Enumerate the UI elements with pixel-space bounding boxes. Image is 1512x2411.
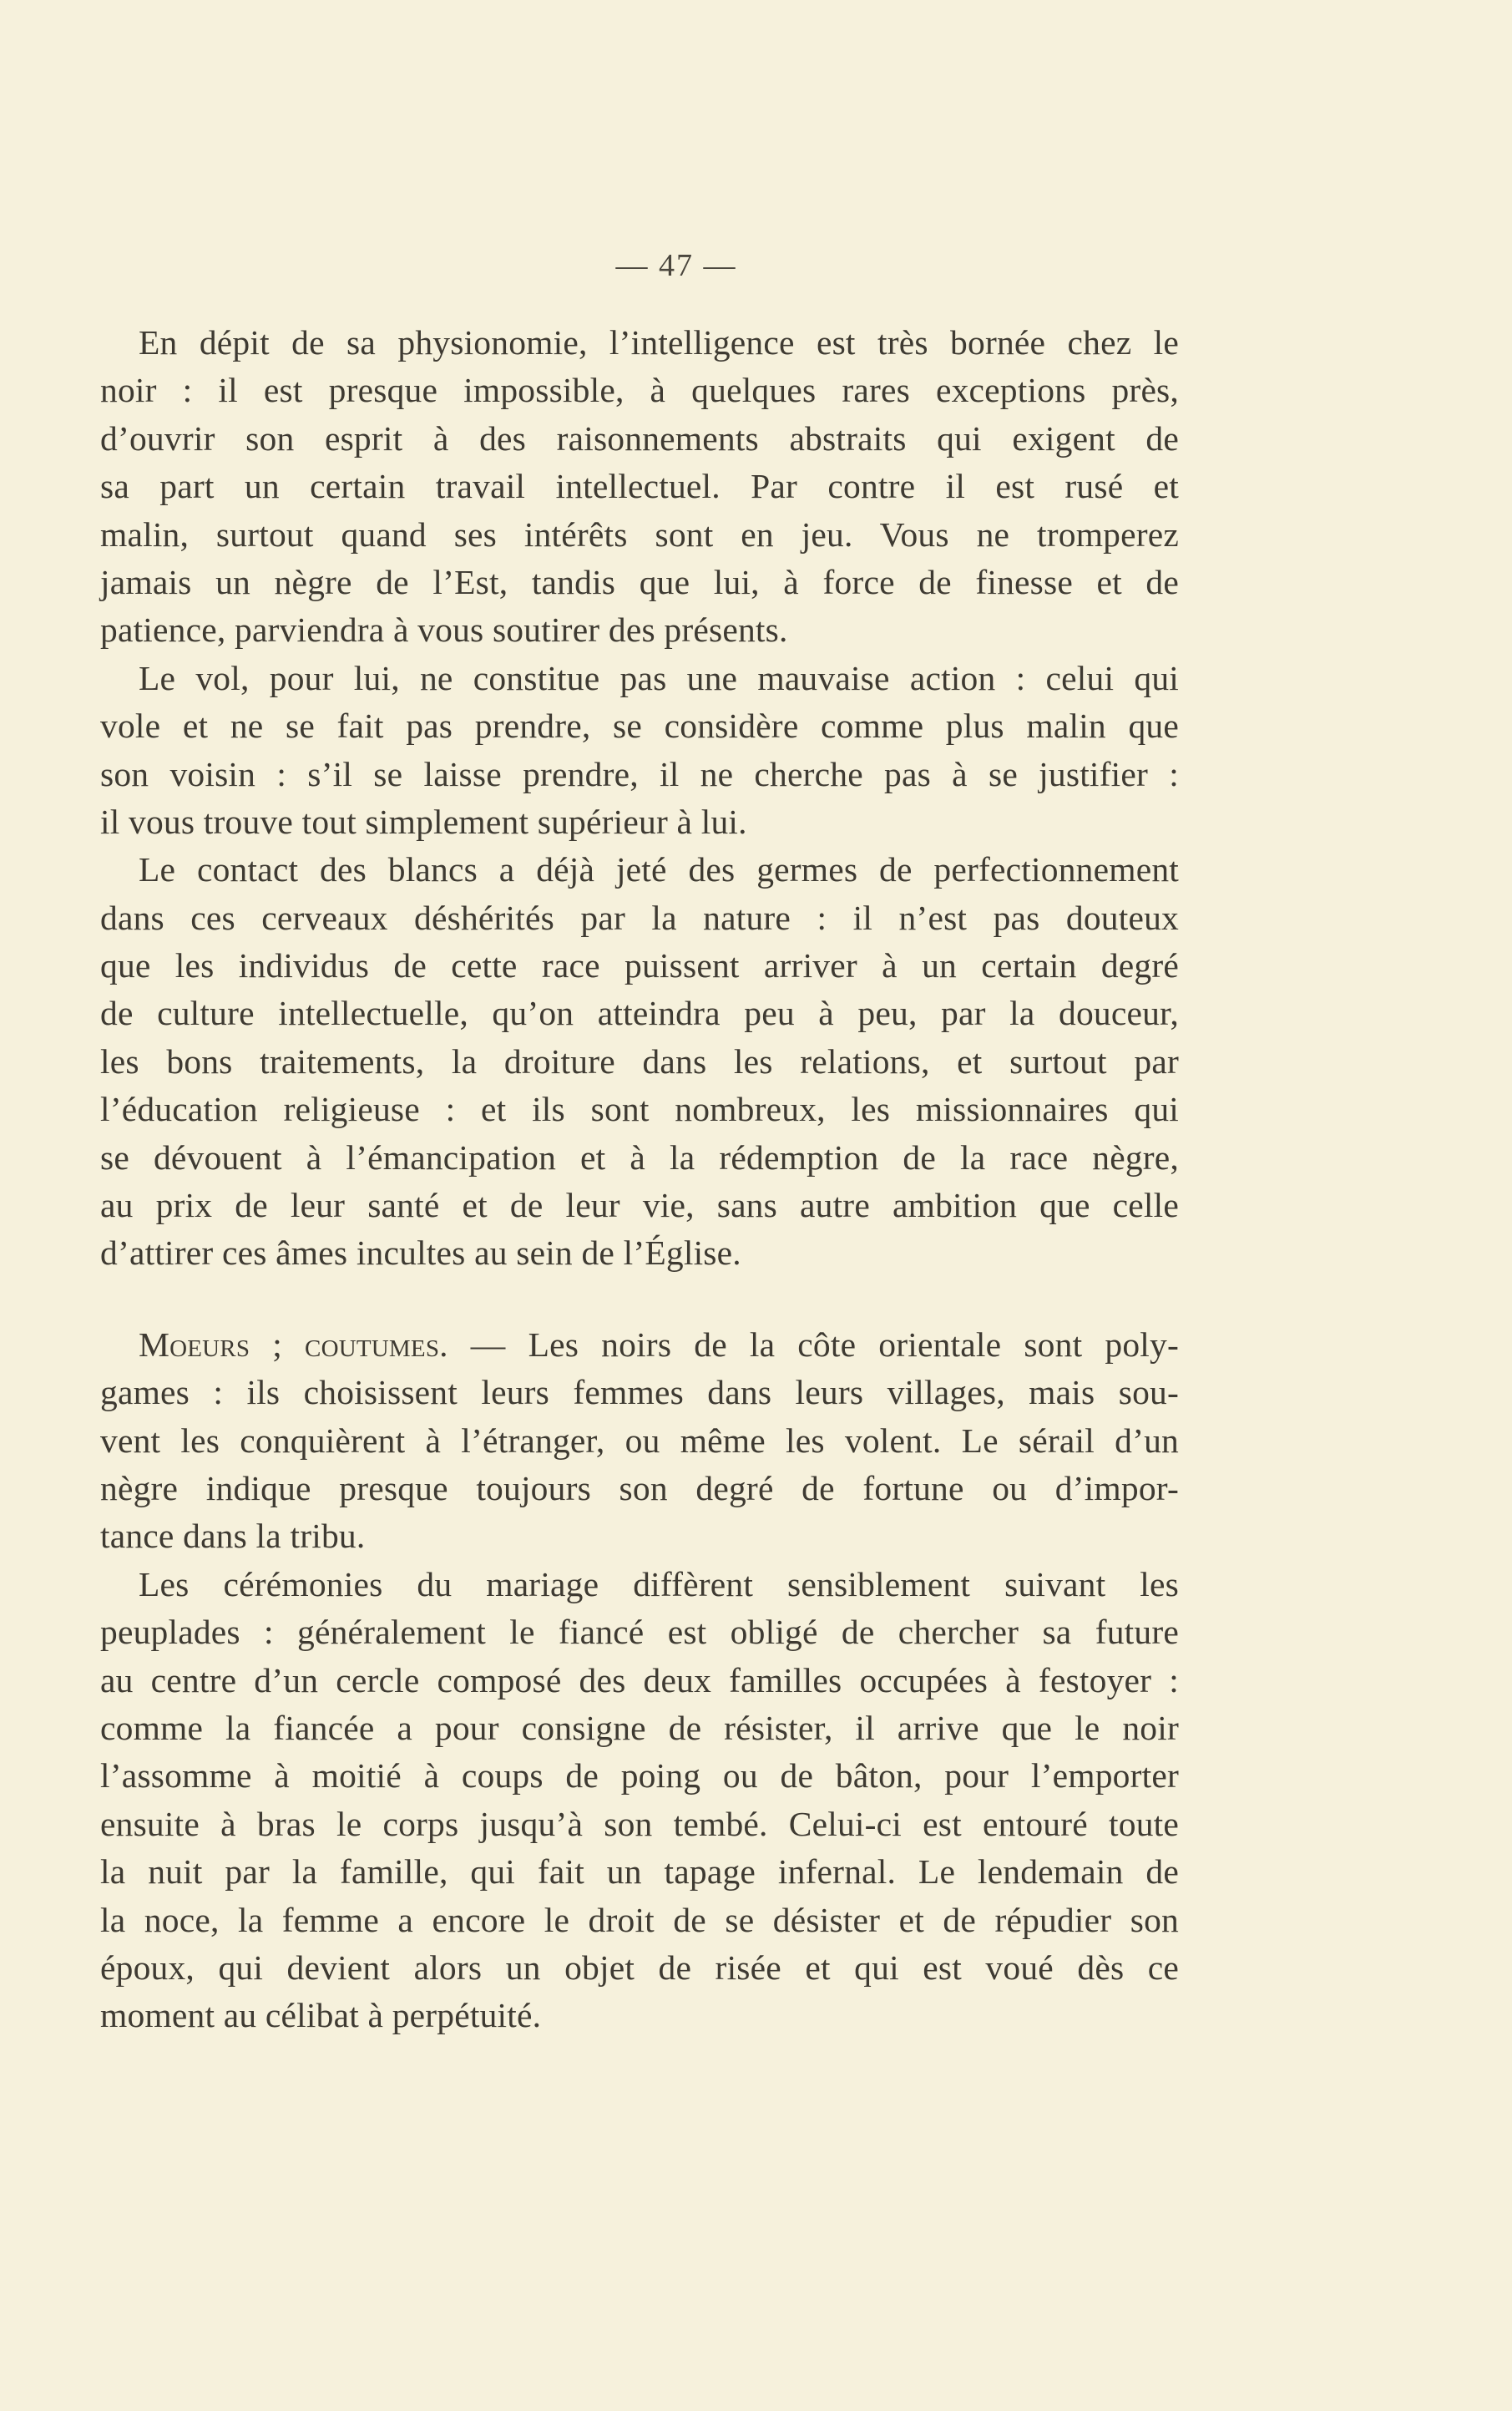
text-line: sa part un certain travail intellectuel. Par contre il est rusé et <box>100 467 1179 506</box>
text-line: jamais un nègre de l’Est, tandis que lui, à force de finesse et de <box>100 562 1179 601</box>
text-line: tance dans la tribu. <box>100 1517 366 1556</box>
text-line: son voisin : s’il se laisse prendre, il ne cherche pas à se justifier : <box>100 754 1179 793</box>
text-line: les bons traitements, la droiture dans les relations, et surtout par <box>100 1041 1179 1081</box>
section-first-line <box>100 1321 1179 1369</box>
text-line: se dévouent à l’émancipation et à la rédemption de la race nègre, <box>100 1137 1179 1177</box>
text-line: il vous trouve tout simplement supérieur à lui. <box>100 802 747 841</box>
text-line: games : ils choisissent leurs femmes dans leurs villages, mais sou- <box>100 1373 1179 1412</box>
text-line: l’éducation religieuse : et ils sont nombreux, les missionnaires qui <box>100 1090 1179 1129</box>
text-line: que les individus de cette race puissent arriver à un certain degré <box>100 946 1179 985</box>
text-line: la noce, la femme a encore le droit de se désister et de répudier son <box>100 1900 1179 1939</box>
text-line: l’assomme à moitié à coups de poing ou de bâton, pour l’emporter <box>100 1756 1179 1796</box>
text-line: malin, surtout quand ses intérêts sont en jeu. Vous ne tromperez <box>100 514 1179 554</box>
text-line: peuplades : généralement le fiancé est obligé de chercher sa future <box>100 1613 1179 1652</box>
paragraph-theft <box>100 655 1179 847</box>
body-text <box>100 319 1179 2040</box>
section-moeurs <box>100 1321 1179 1561</box>
section-first-line-text: Les noirs de la côte orientale sont poly- <box>528 1325 1179 1364</box>
section-heading: Moeurs ; coutumes. <box>139 1325 448 1364</box>
section-gap <box>100 1278 1179 1321</box>
text-line: ensuite à bras le corps jusqu’à son tembé. Celui-ci est entouré toute <box>100 1804 1179 1843</box>
text-line: Les cérémonies du mariage diffèrent sensiblement suivant les <box>139 1564 1179 1603</box>
text-line: époux, qui devient alors un objet de risée et qui est voué dès ce <box>100 1948 1179 1987</box>
text-line: Le contact des blancs a déjà jeté des germes de perfectionnement <box>139 850 1179 889</box>
text-line: d’attirer ces âmes incultes au sein de l’Église. <box>100 1233 741 1273</box>
text-line: de culture intellectuelle, qu’on atteindra peu à peu, par la douceur, <box>100 994 1179 1033</box>
text-line: vole et ne se fait pas prendre, se considère comme plus malin que <box>100 707 1179 746</box>
text-line: au centre d’un cercle composé des deux familles occupées à festoyer : <box>100 1660 1179 1699</box>
heading-dash: — <box>448 1325 528 1364</box>
paragraph-intelligence <box>100 319 1179 655</box>
text-line: au prix de leur santé et de leur vie, sans autre ambition que celle <box>100 1186 1179 1225</box>
text-line: Le vol, pour lui, ne constitue pas une mauvaise action : celui qui <box>139 658 1179 697</box>
text-line: nègre indique presque toujours son degré de fortune ou d’impor- <box>100 1468 1179 1507</box>
text-line: moment au célibat à perpétuité. <box>100 1996 542 2035</box>
paragraph-marriage <box>100 1561 1179 2040</box>
paragraph-contact <box>100 846 1179 1278</box>
text-line: dans ces cerveaux déshérités par la nature : il n’est pas douteux <box>100 898 1179 937</box>
text-line: la nuit par la famille, qui fait un tapage infernal. Le lendemain de <box>100 1852 1179 1892</box>
text-line: noir : il est presque impossible, à quelques rares exceptions près, <box>100 371 1179 410</box>
text-line: En dépit de sa physionomie, l’intelligence est très bornée chez le <box>139 323 1179 362</box>
text-line: d’ouvrir son esprit à des raisonnements abstraits qui exigent de <box>100 418 1179 458</box>
page-number: — 47 — <box>615 248 737 283</box>
text-line: patience, parviendra à vous soutirer des présents. <box>100 610 788 650</box>
text-line: comme la fiancée a pour consigne de résister, il arrive que le noir <box>100 1708 1179 1747</box>
text-line: vent les conquièrent à l’étranger, ou même les volent. Le sérail d’un <box>100 1421 1179 1460</box>
